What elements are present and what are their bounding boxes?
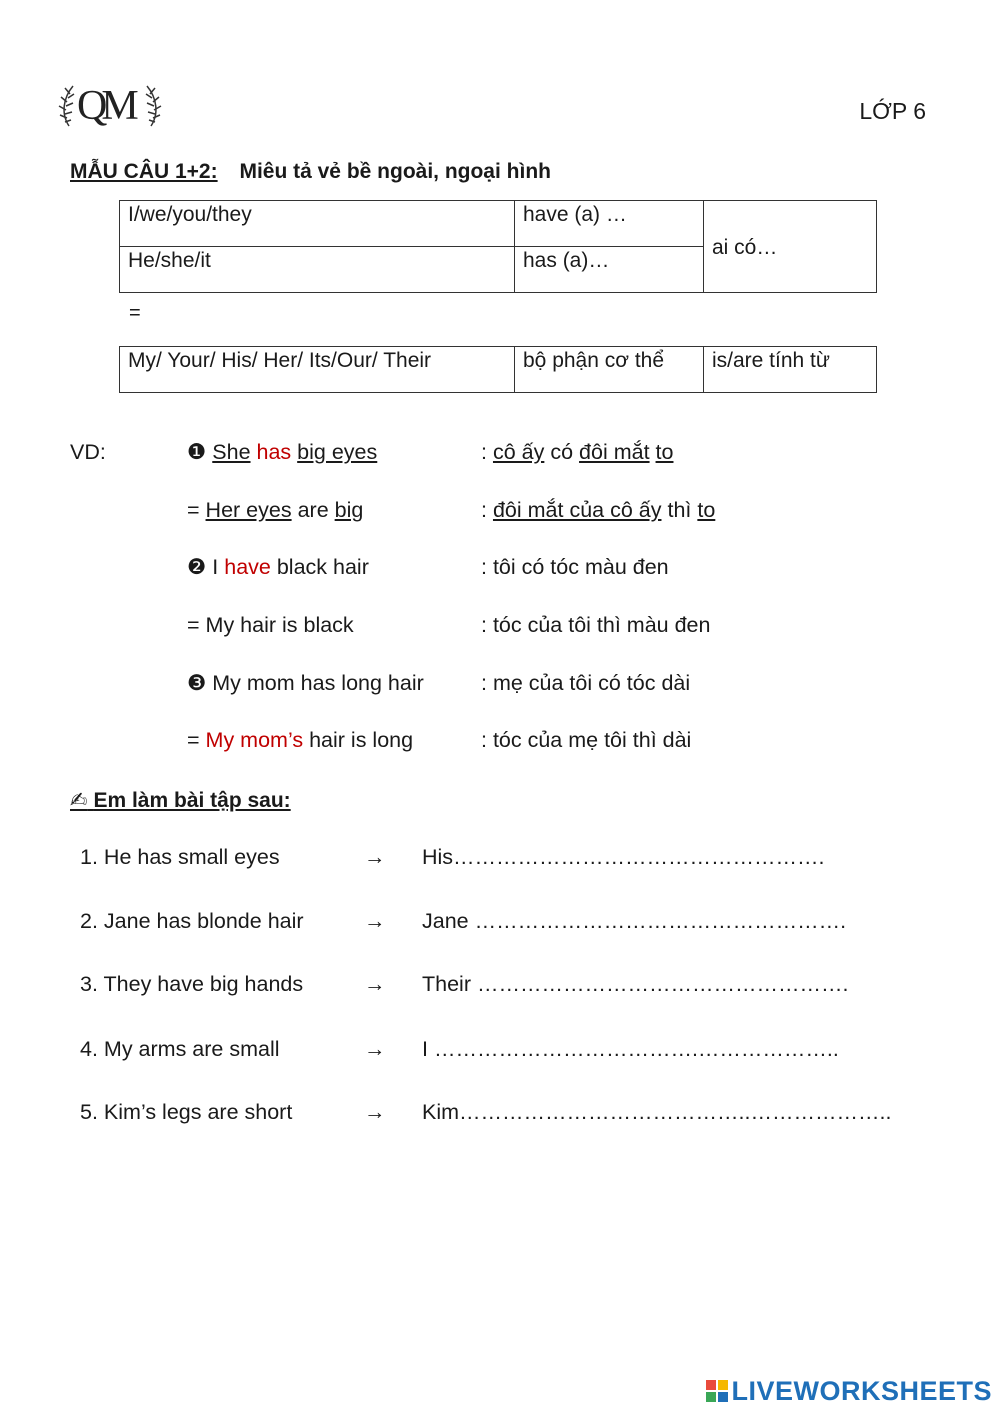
table-cell: have (a) …: [515, 201, 704, 247]
meaning-word: đôi mắt: [579, 440, 650, 464]
meaning-word: thì: [667, 498, 692, 522]
example-word: big: [334, 498, 364, 522]
example-1-meaning: [481, 440, 673, 465]
meaning-word: cô ấy: [492, 440, 545, 464]
example-word: My mom’s: [205, 728, 304, 752]
bullet-1: ❶: [187, 440, 207, 464]
item-number: 5.: [80, 1100, 98, 1124]
item-prompt: They have big hands: [103, 972, 304, 996]
qm-logo: [55, 78, 165, 138]
arrow-icon: →: [364, 845, 386, 869]
logo-text: QM: [77, 83, 133, 129]
item-number: 4.: [80, 1037, 98, 1061]
table-cell: bộ phận cơ thể: [515, 347, 704, 393]
item-prompt: He has small eyes: [103, 845, 280, 869]
item-number: 1.: [80, 845, 98, 869]
item-prompt: Kim’s legs are short: [103, 1100, 293, 1124]
table-cell: He/she/it: [120, 247, 515, 293]
equals: =: [187, 728, 200, 752]
example-5: [187, 671, 424, 696]
example-word: big eyes: [297, 440, 378, 464]
answer-field[interactable]: Jane …………………………………………….: [422, 909, 847, 933]
table-cell-meaning: ai có…: [704, 201, 877, 293]
example-3: [187, 555, 369, 580]
item-number: 3.: [80, 972, 98, 996]
example-word: hair is long: [309, 728, 414, 752]
example-6-meaning: : tóc của mẹ tôi thì dài: [481, 728, 692, 752]
equals: =: [187, 498, 200, 522]
answer-field[interactable]: I ……………………………….………………..: [422, 1037, 839, 1061]
example-verb: has: [256, 440, 292, 464]
example-2-meaning: [481, 498, 715, 523]
example-5-meaning: : mẹ của tôi có tóc dài: [481, 671, 691, 695]
structure-table-have: [119, 200, 877, 293]
arrow-icon: →: [364, 972, 386, 996]
structure-table-possessive: [119, 346, 877, 393]
meaning-word: có: [550, 440, 574, 464]
liveworksheets-logo: [706, 1376, 992, 1407]
item-prompt: My arms are small: [103, 1037, 280, 1061]
item-number: 2.: [80, 909, 98, 933]
equals-sign: =: [129, 302, 141, 324]
colon: :: [481, 498, 487, 522]
exercise-item: [80, 845, 280, 870]
grade-label: LỚP 6: [859, 98, 926, 124]
section-heading: [70, 160, 551, 184]
example-word: Her eyes: [205, 498, 292, 522]
example-verb: have: [224, 555, 271, 579]
example-word: black hair: [276, 555, 369, 579]
meaning-word: to: [697, 498, 716, 522]
table-cell: I/we/you/they: [120, 201, 515, 247]
example-4: = My hair is black: [187, 613, 354, 637]
brand-text: LIVEWORKSHEETS: [731, 1376, 992, 1406]
example-word: are: [297, 498, 329, 522]
example-word: My mom has long hair: [212, 671, 424, 695]
writing-hand-icon: ✍: [70, 789, 88, 812]
arrow-icon: →: [364, 1100, 386, 1124]
table-cell: has (a)…: [515, 247, 704, 293]
example-1: [187, 440, 377, 465]
heading-title: Miêu tả vẻ bề ngoài, ngoại hình: [239, 160, 551, 183]
heading-label: MẪU CÂU 1+2:: [70, 160, 218, 183]
exercise-title-text: Em làm bài tập sau:: [93, 789, 291, 812]
colon: :: [481, 440, 487, 464]
exercise-item: [80, 909, 304, 934]
exercise-title: [70, 788, 291, 813]
bullet-3: ❸: [187, 671, 207, 695]
arrow-icon: →: [364, 909, 386, 933]
exercise-item: [80, 972, 303, 997]
meaning-word: to: [655, 440, 674, 464]
examples-label: VD:: [70, 440, 106, 464]
exercise-item: [80, 1037, 280, 1062]
answer-field[interactable]: Their …………………………………………….: [422, 972, 849, 996]
table-row: [120, 347, 877, 393]
table-row: [120, 201, 877, 247]
table-cell: is/are tính từ: [704, 347, 877, 393]
liveworksheets-icon: [706, 1380, 728, 1402]
bullet-2: ❷: [187, 555, 207, 579]
answer-field[interactable]: Kim…………………………………..………………..: [422, 1100, 892, 1124]
example-6: [187, 728, 413, 753]
example-3-meaning: : tôi có tóc màu đen: [481, 555, 669, 579]
example-word: She: [212, 440, 251, 464]
arrow-icon: →: [364, 1037, 386, 1061]
answer-field[interactable]: His…………………………………………….: [422, 845, 825, 869]
item-prompt: Jane has blonde hair: [103, 909, 304, 933]
example-2: [187, 498, 363, 523]
example-word: I: [212, 555, 219, 579]
exercise-item: [80, 1100, 292, 1125]
table-cell: My/ Your/ His/ Her/ Its/Our/ Their: [120, 347, 515, 393]
example-4-meaning: : tóc của tôi thì màu đen: [481, 613, 711, 637]
meaning-word: đôi mắt của cô ấy: [492, 498, 662, 522]
